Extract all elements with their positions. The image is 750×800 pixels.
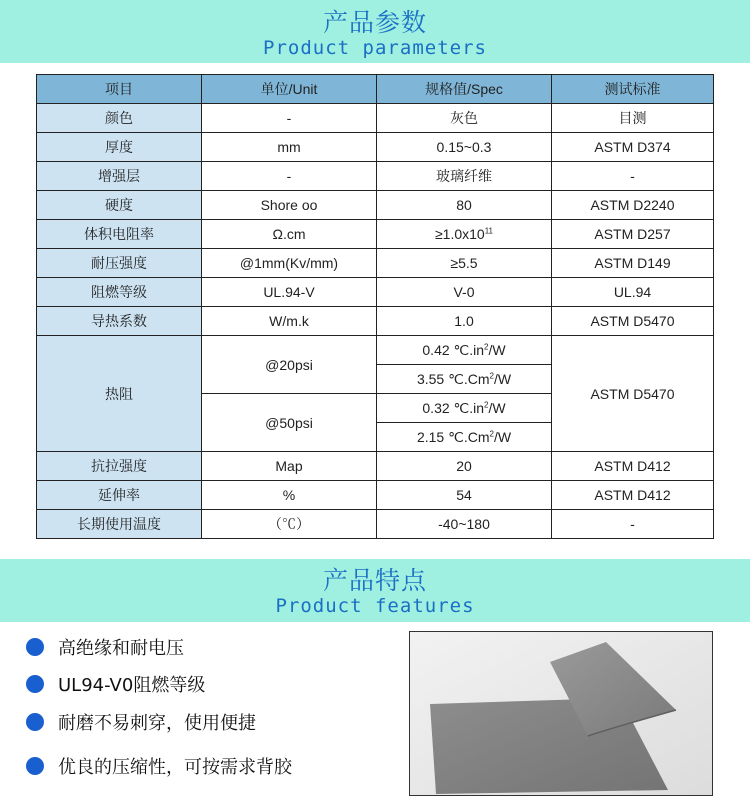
feature-text: 耐磨不易刺穿，使用便捷 — [58, 713, 256, 734]
spec-exponent: 11 — [484, 226, 494, 236]
row-standard: ASTM D374 — [552, 133, 714, 162]
row-unit: % — [202, 481, 377, 510]
row-unit: - — [202, 104, 377, 133]
product-photo-illustration — [410, 632, 713, 796]
row-item: 颜色 — [37, 104, 202, 133]
row-spec: V-0 — [377, 278, 552, 307]
row-unit: Map — [202, 452, 377, 481]
features-title-zh: 产品特点 — [322, 566, 427, 595]
row-spec: 20 — [377, 452, 552, 481]
features-title-en: Product features — [275, 595, 475, 617]
table-row — [37, 191, 714, 220]
row-standard: ASTM D5470 — [552, 307, 714, 336]
row-item: 硬度 — [37, 191, 202, 220]
bullet-icon — [26, 713, 44, 731]
row-standard: - — [552, 162, 714, 191]
row-spec-thermal: 0.32 $℃.in^2/W$ — [377, 394, 552, 423]
product-photo — [409, 631, 713, 796]
row-unit-20psi: @20psi — [202, 336, 377, 394]
row-spec — [377, 220, 552, 249]
params-title-zh: 产品参数 — [322, 8, 427, 37]
table-row-thermal — [37, 336, 714, 365]
row-standard: UL.94 — [552, 278, 714, 307]
table-row — [37, 133, 714, 162]
spec-table — [36, 74, 714, 539]
row-standard: ASTM D2240 — [552, 191, 714, 220]
row-spec: 玻璃纤维 — [377, 162, 552, 191]
row-standard: ASTM D149 — [552, 249, 714, 278]
table-row — [37, 220, 714, 249]
feature-item — [26, 753, 292, 779]
feature-item — [26, 709, 256, 735]
spec-base: ≥1.0x10 — [434, 226, 485, 242]
row-unit: UL.94-V — [202, 278, 377, 307]
row-unit: （℃） — [202, 510, 377, 539]
row-standard: ASTM D412 — [552, 452, 714, 481]
row-item: 抗拉强度 — [37, 452, 202, 481]
row-item: 导热系数 — [37, 307, 202, 336]
row-standard: ASTM D412 — [552, 481, 714, 510]
row-standard-thermal: ASTM D5470 — [552, 336, 714, 452]
table-row — [37, 481, 714, 510]
params-title-en: Product parameters — [263, 37, 487, 59]
row-standard: 目测 — [552, 104, 714, 133]
row-unit: Shore oo — [202, 191, 377, 220]
row-spec: 1.0 — [377, 307, 552, 336]
row-spec-thermal: 2.15 ℃.Cm$^2$/W — [377, 423, 552, 452]
table-header-row — [37, 75, 714, 104]
row-item: 延伸率 — [37, 481, 202, 510]
bullet-icon — [26, 675, 44, 693]
feature-text: 优良的压缩性，可按需求背胶 — [58, 757, 292, 778]
row-spec: 54 — [377, 481, 552, 510]
bullet-icon — [26, 757, 44, 775]
row-item: 厚度 — [37, 133, 202, 162]
row-unit: - — [202, 162, 377, 191]
table-row — [37, 510, 714, 539]
table-row — [37, 104, 714, 133]
row-spec: -40~180 — [377, 510, 552, 539]
row-unit: W/m.k — [202, 307, 377, 336]
row-item: 耐压强度 — [37, 249, 202, 278]
row-unit: @1mm(Kv/mm) — [202, 249, 377, 278]
row-spec: 灰色 — [377, 104, 552, 133]
table-row — [37, 452, 714, 481]
col-header-unit: 单位/Unit — [202, 75, 377, 104]
feature-text: 高绝缘和耐电压 — [58, 638, 184, 659]
table-row — [37, 278, 714, 307]
row-standard: - — [552, 510, 714, 539]
bullet-icon — [26, 638, 44, 656]
col-header-standard: 测试标准 — [552, 75, 714, 104]
row-standard: ASTM D257 — [552, 220, 714, 249]
row-unit-50psi: @50psi — [202, 394, 377, 452]
row-unit: mm — [202, 133, 377, 162]
row-item: 长期使用温度 — [37, 510, 202, 539]
feature-text: UL94-V0阻燃等级 — [58, 675, 206, 696]
row-spec: ≥5.5 — [377, 249, 552, 278]
row-spec-thermal: 3.55 ℃.Cm$^2$/W — [377, 365, 552, 394]
row-item: 增强层 — [37, 162, 202, 191]
row-spec-thermal: 0.42 $℃.in^2/W$ — [377, 336, 552, 365]
row-unit: Ω.cm — [202, 220, 377, 249]
col-header-spec: 规格值/Spec — [377, 75, 552, 104]
row-item-thermal: 热阻 — [37, 336, 202, 452]
feature-item — [26, 671, 205, 697]
row-item: 体积电阻率 — [37, 220, 202, 249]
table-row — [37, 162, 714, 191]
col-header-item: 项目 — [37, 75, 202, 104]
feature-item — [26, 634, 184, 660]
row-spec: 80 — [377, 191, 552, 220]
table-row — [37, 249, 714, 278]
row-spec: 0.15~0.3 — [377, 133, 552, 162]
row-item: 阻燃等级 — [37, 278, 202, 307]
features-header — [0, 559, 750, 622]
table-row — [37, 307, 714, 336]
params-header — [0, 0, 750, 63]
